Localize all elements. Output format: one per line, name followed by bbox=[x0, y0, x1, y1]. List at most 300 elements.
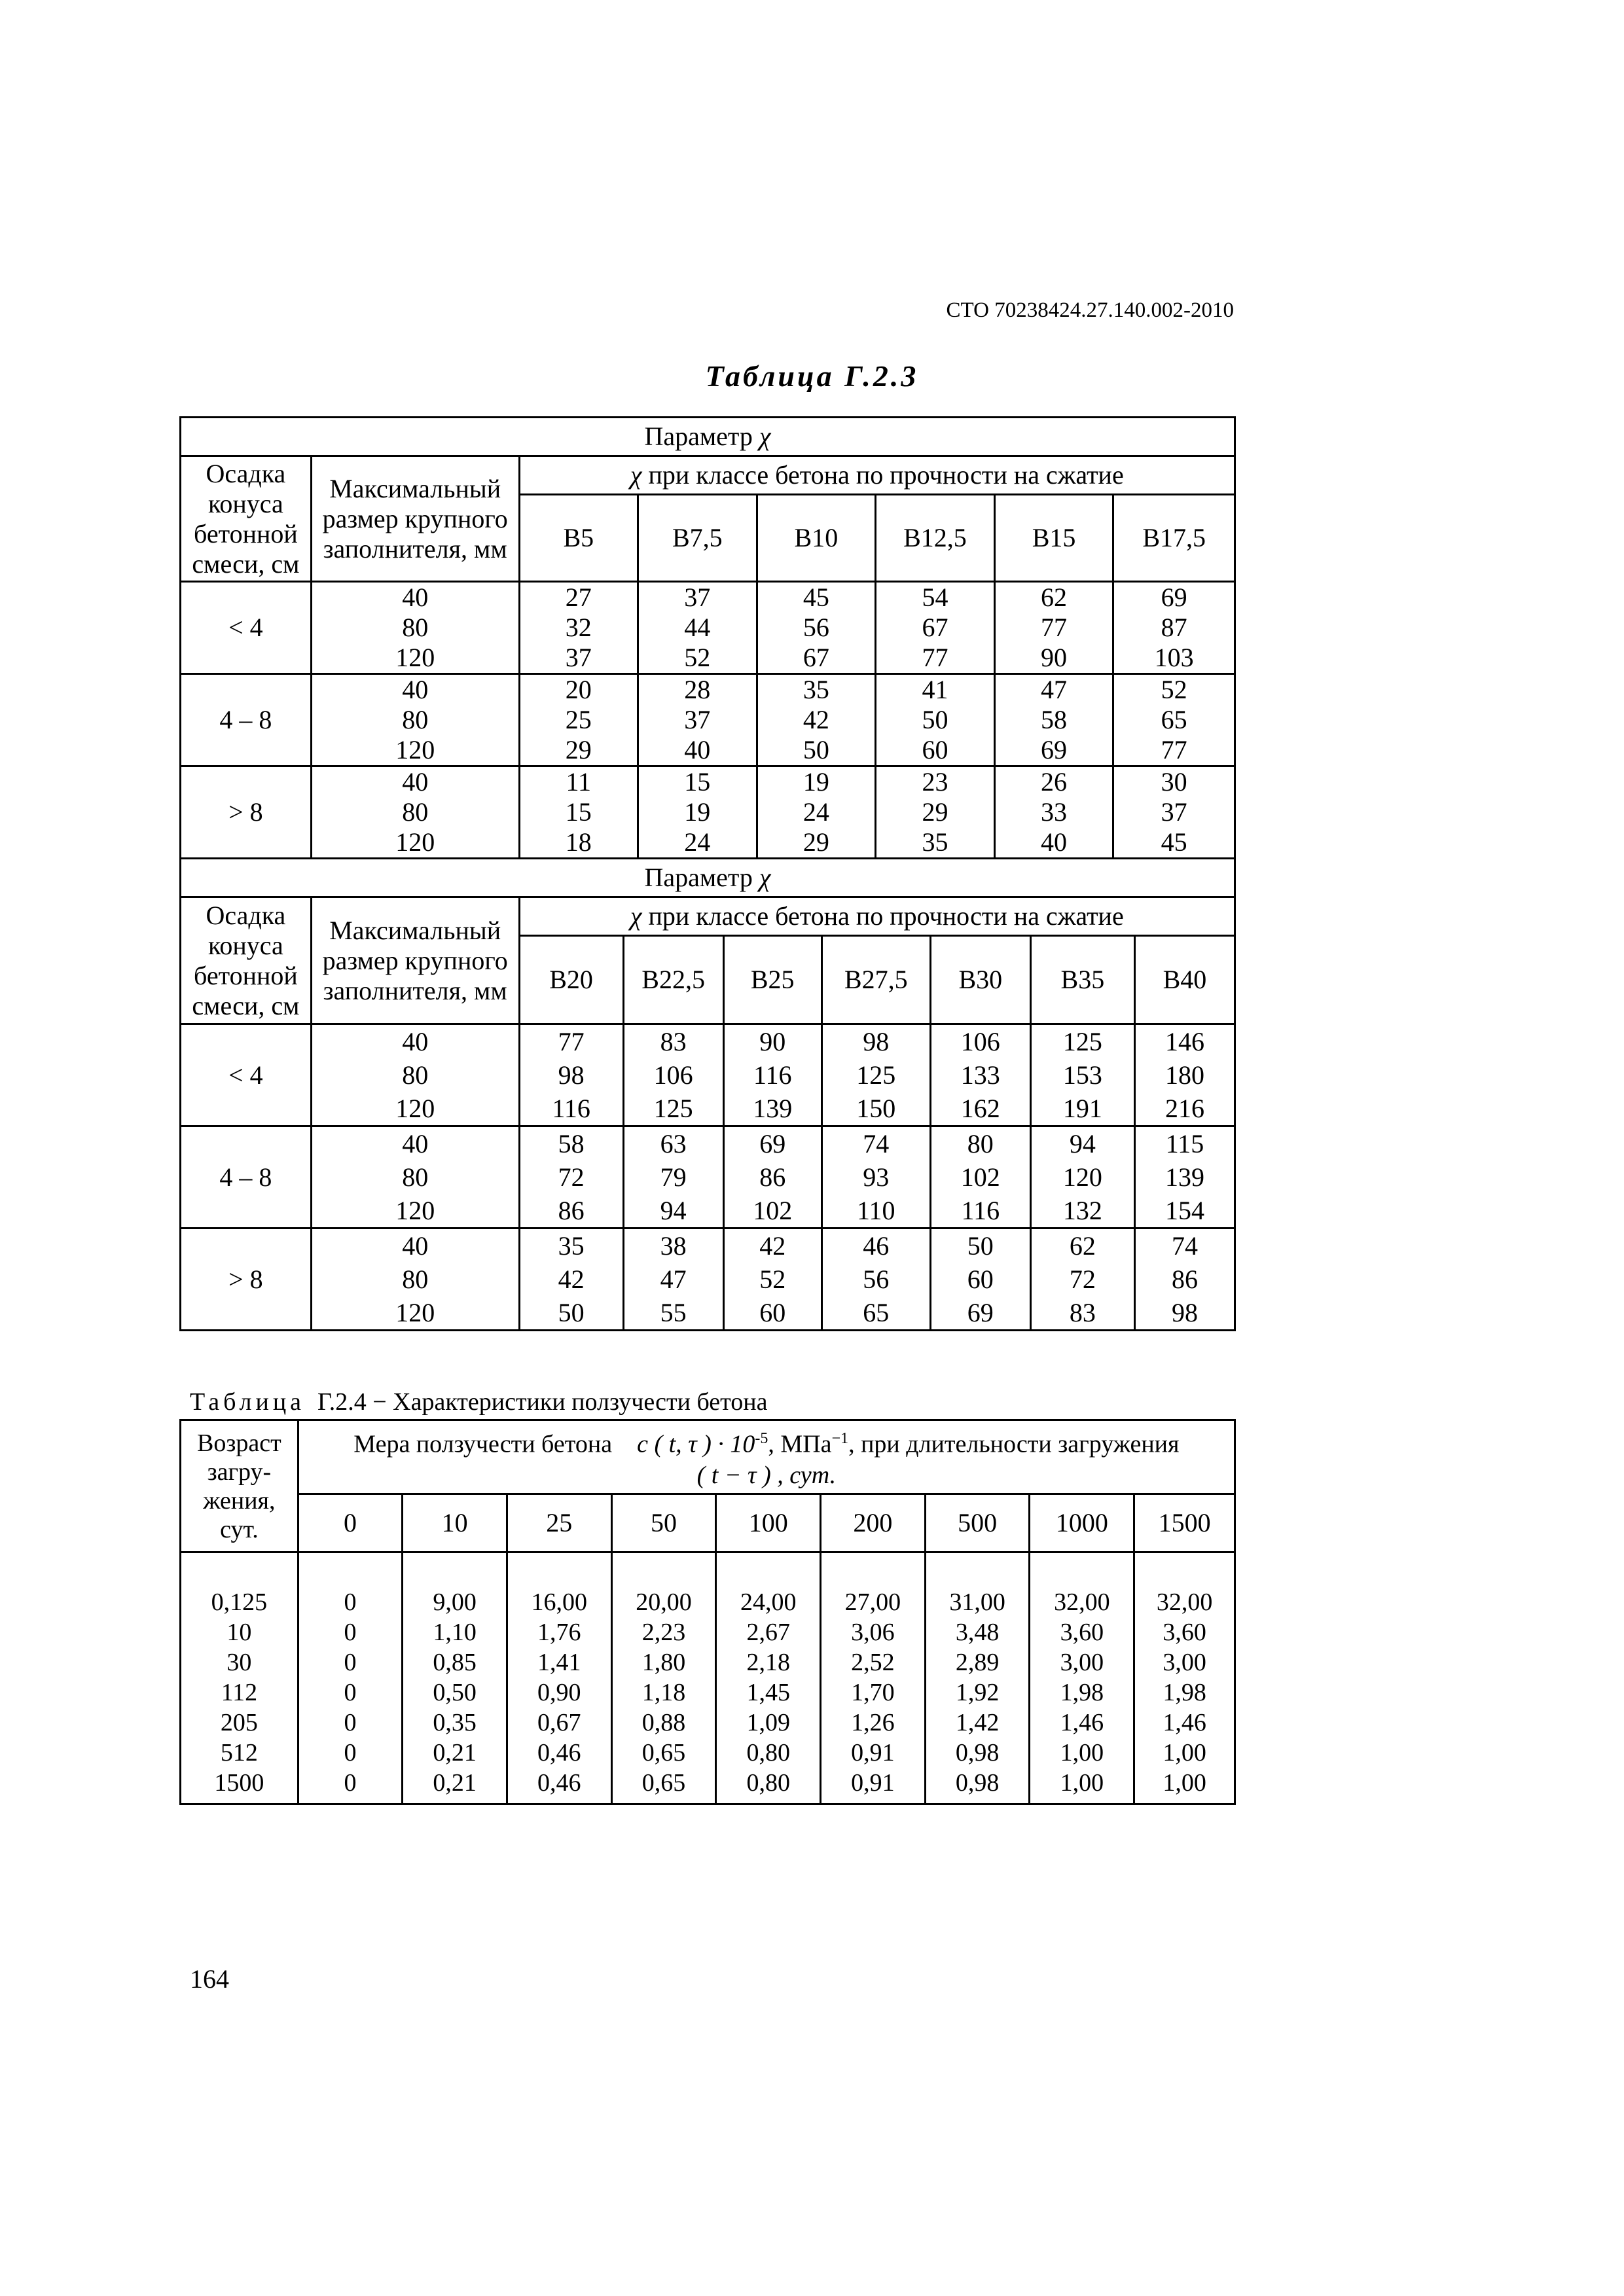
aggregate-value: 80 bbox=[402, 1162, 429, 1192]
age-value: 512 bbox=[220, 1739, 258, 1767]
aggregate-value: 40 bbox=[402, 767, 429, 797]
aggregate-value: 120 bbox=[395, 827, 435, 857]
creep-value: 3,60 bbox=[1163, 1619, 1206, 1646]
chi-value: 19 bbox=[684, 797, 711, 827]
creep-value: 31,00 bbox=[949, 1588, 1005, 1616]
chi-value: 37 bbox=[684, 705, 711, 734]
creep-value: 16,00 bbox=[531, 1588, 587, 1616]
aggregate-value: 120 bbox=[395, 1196, 435, 1225]
chi-values bbox=[994, 766, 1113, 859]
creep-value: 3,06 bbox=[851, 1619, 895, 1646]
chi-value: 56 bbox=[863, 1265, 890, 1294]
chi-value: 24 bbox=[803, 797, 829, 827]
class-span bbox=[519, 1229, 1235, 1331]
creep-value: 0 bbox=[344, 1649, 357, 1676]
creep-values bbox=[403, 1552, 507, 1804]
chi-value: 90 bbox=[759, 1027, 786, 1056]
chi-value: 69 bbox=[967, 1298, 994, 1327]
aggregate-value: 80 bbox=[402, 797, 429, 827]
inner-row bbox=[520, 1025, 1234, 1125]
measure-units: , МПа bbox=[768, 1430, 832, 1458]
aggregate-value: 120 bbox=[395, 1094, 435, 1123]
chi-value: 72 bbox=[558, 1162, 585, 1192]
creep-values bbox=[1030, 1552, 1134, 1804]
chi-value: 115 bbox=[1165, 1129, 1204, 1158]
units-exponent: −1 bbox=[831, 1429, 849, 1447]
chi-value: 80 bbox=[967, 1129, 994, 1158]
chi-value: 132 bbox=[1062, 1196, 1102, 1225]
document-code: СТО 70238424.27.140.002-2010 bbox=[946, 298, 1234, 322]
chi-values bbox=[757, 582, 876, 674]
chi-values bbox=[623, 1229, 723, 1329]
chi-value: 90 bbox=[1041, 643, 1068, 672]
aggregate-header: Максимальный размер крупного заполнителя, мм bbox=[311, 456, 519, 582]
aggregate-value: 40 bbox=[402, 1129, 429, 1158]
creep-value: 9,00 bbox=[433, 1588, 477, 1616]
class-cell: В40 bbox=[1134, 937, 1234, 1023]
group-row bbox=[181, 1126, 1235, 1229]
chi-value: 139 bbox=[1164, 1162, 1204, 1192]
chi-value: 41 bbox=[922, 675, 948, 704]
creep-value: 0,90 bbox=[537, 1679, 581, 1706]
class-cell: В7,5 bbox=[638, 495, 757, 582]
creep-value: 3,00 bbox=[1163, 1649, 1206, 1676]
header-row bbox=[181, 456, 1235, 495]
chi-value: 62 bbox=[1069, 1231, 1096, 1261]
chi-value: 58 bbox=[558, 1129, 585, 1158]
creep-value: 0,98 bbox=[955, 1769, 1000, 1797]
inner-grid bbox=[520, 1229, 1234, 1329]
group-row bbox=[181, 1024, 1235, 1126]
aggregate-values bbox=[311, 766, 519, 859]
age-value: 0,125 bbox=[211, 1588, 268, 1616]
chi-value: 27 bbox=[565, 583, 592, 612]
chi-value: 180 bbox=[1164, 1060, 1204, 1090]
class-cell: В35 bbox=[1030, 937, 1134, 1023]
chi-value: 102 bbox=[960, 1162, 1000, 1192]
chi-value: 50 bbox=[922, 705, 948, 734]
creep-value: 2,67 bbox=[746, 1619, 790, 1646]
chi-value: 29 bbox=[803, 827, 829, 857]
creep-values bbox=[821, 1552, 926, 1804]
creep-value: 0,21 bbox=[433, 1769, 477, 1797]
chi-value: 37 bbox=[565, 643, 592, 672]
chi-value: 37 bbox=[684, 583, 711, 612]
chi-values bbox=[723, 1229, 821, 1329]
chi-value: 62 bbox=[1041, 583, 1068, 612]
chi-value: 35 bbox=[558, 1231, 585, 1261]
group-row bbox=[181, 1229, 1235, 1331]
chi-value: 69 bbox=[1161, 583, 1187, 612]
chi-values bbox=[519, 674, 638, 766]
chi-value: 47 bbox=[660, 1265, 687, 1294]
chi-value: 94 bbox=[1069, 1129, 1096, 1158]
aggregate-header: Максимальный размер крупного заполнителя, мм bbox=[311, 897, 519, 1024]
duration-row bbox=[181, 1494, 1235, 1552]
chi-values bbox=[821, 1025, 930, 1125]
chi-value: 69 bbox=[759, 1129, 786, 1158]
chi-value: 67 bbox=[803, 643, 829, 672]
class-cell: В15 bbox=[994, 495, 1113, 582]
creep-value: 0 bbox=[344, 1679, 357, 1706]
chi-value: 162 bbox=[960, 1094, 1000, 1123]
creep-value: 0,98 bbox=[955, 1739, 1000, 1767]
class-cell: В10 bbox=[757, 495, 876, 582]
aggregate-value: 120 bbox=[395, 1298, 435, 1327]
chi-values bbox=[623, 1025, 723, 1125]
chi-values bbox=[821, 1127, 930, 1227]
creep-value: 2,23 bbox=[641, 1619, 686, 1646]
creep-value: 0 bbox=[344, 1588, 357, 1616]
chi-value: 33 bbox=[1041, 797, 1068, 827]
creep-table bbox=[179, 1419, 1236, 1805]
chi-values bbox=[930, 1229, 1030, 1329]
chi-value: 116 bbox=[552, 1094, 590, 1123]
chi-value: 72 bbox=[1069, 1265, 1096, 1294]
chi-value: 42 bbox=[558, 1265, 585, 1294]
chi-values bbox=[930, 1025, 1030, 1125]
aggregate-value: 80 bbox=[402, 613, 429, 642]
creep-value: 0,67 bbox=[537, 1709, 581, 1736]
creep-value: 1,10 bbox=[433, 1619, 477, 1646]
slump-header: Осадка конуса бетонной смеси, см bbox=[181, 456, 312, 582]
chi-value: 77 bbox=[922, 643, 948, 672]
chi-value: 65 bbox=[863, 1298, 890, 1327]
group-row bbox=[181, 674, 1235, 766]
creep-value: 0,91 bbox=[851, 1769, 895, 1797]
chi-value: 40 bbox=[684, 735, 711, 764]
age-value: 30 bbox=[226, 1649, 252, 1676]
chi-value: 30 bbox=[1161, 767, 1187, 797]
chi-values bbox=[623, 1127, 723, 1227]
chi-value: 116 bbox=[753, 1060, 792, 1090]
chi-value: 153 bbox=[1062, 1060, 1102, 1090]
chi-value: 146 bbox=[1164, 1027, 1204, 1056]
aggregate-values bbox=[311, 582, 519, 674]
chi-value: 47 bbox=[1041, 675, 1068, 704]
chi-values bbox=[994, 582, 1113, 674]
param-row bbox=[181, 859, 1235, 897]
chi-value: 94 bbox=[660, 1196, 687, 1225]
creep-value: 0 bbox=[344, 1739, 357, 1767]
chi-value: 50 bbox=[967, 1231, 994, 1261]
chi-value: 25 bbox=[565, 705, 592, 734]
aggregate-value: 40 bbox=[402, 583, 429, 612]
chi-value: 29 bbox=[922, 797, 948, 827]
aggregate-value: 80 bbox=[402, 705, 429, 734]
creep-value: 32,00 bbox=[1054, 1588, 1110, 1616]
class-span bbox=[519, 936, 1235, 1024]
creep-value: 1,98 bbox=[1060, 1679, 1104, 1706]
chi-value: 42 bbox=[759, 1231, 786, 1261]
aggregate-values bbox=[311, 1229, 519, 1331]
chi-value: 24 bbox=[684, 827, 711, 857]
chi-values bbox=[638, 766, 757, 859]
age-value: 10 bbox=[226, 1619, 252, 1646]
chi-value: 46 bbox=[863, 1231, 890, 1261]
age-header: Возраст загру-жения, сут. bbox=[181, 1420, 298, 1552]
chi-value: 40 bbox=[1041, 827, 1068, 857]
chi-values bbox=[520, 1127, 624, 1227]
creep-value: 1,00 bbox=[1060, 1739, 1104, 1767]
chi-value: 98 bbox=[558, 1060, 585, 1090]
chi-value: 52 bbox=[759, 1265, 786, 1294]
chi-values bbox=[876, 766, 995, 859]
chi-value: 79 bbox=[660, 1162, 687, 1192]
class-cell: В27,5 bbox=[821, 937, 930, 1023]
chi-value: 150 bbox=[856, 1094, 896, 1123]
chi-values bbox=[876, 674, 995, 766]
creep-values bbox=[1134, 1552, 1235, 1804]
creep-value: 0,50 bbox=[433, 1679, 477, 1706]
creep-value: 3,60 bbox=[1060, 1619, 1104, 1646]
age-value: 112 bbox=[221, 1679, 258, 1706]
chi-value: 106 bbox=[960, 1027, 1000, 1056]
chi-value: 125 bbox=[1062, 1027, 1102, 1056]
duration-cell: 200 bbox=[821, 1494, 926, 1552]
chi-value: 38 bbox=[660, 1231, 687, 1261]
chi-value: 19 bbox=[803, 767, 829, 797]
chi-value: 52 bbox=[1161, 675, 1187, 704]
chi-values bbox=[638, 582, 757, 674]
chi-value: 63 bbox=[660, 1129, 687, 1158]
aggregate-value: 120 bbox=[395, 643, 435, 672]
creep-values bbox=[925, 1552, 1030, 1804]
chi-value: 98 bbox=[863, 1027, 890, 1056]
chi-value: 93 bbox=[863, 1162, 890, 1192]
class-span bbox=[519, 1126, 1235, 1229]
creep-value: 0,80 bbox=[746, 1739, 790, 1767]
chi-values bbox=[821, 1229, 930, 1329]
chi-value: 74 bbox=[1171, 1231, 1198, 1261]
slump-value: > 8 bbox=[181, 1229, 312, 1331]
duration-cell: 1500 bbox=[1134, 1494, 1235, 1552]
slump-header: Осадка конуса бетонной смеси, см bbox=[181, 897, 312, 1024]
chi-values bbox=[1134, 1127, 1234, 1227]
chi-value: 87 bbox=[1161, 613, 1187, 642]
duration-cell: 100 bbox=[716, 1494, 821, 1552]
duration-cell: 1000 bbox=[1030, 1494, 1134, 1552]
class-header: χ при классе бетона по прочности на сжатие bbox=[519, 897, 1235, 936]
chi-values bbox=[757, 674, 876, 766]
chi-value: 86 bbox=[558, 1196, 585, 1225]
creep-value: 32,00 bbox=[1156, 1588, 1213, 1616]
chi-value: 58 bbox=[1041, 705, 1068, 734]
chi-value: 83 bbox=[660, 1027, 687, 1056]
chi-values bbox=[1030, 1127, 1134, 1227]
measure-formula: c ( t, τ ) · 10 bbox=[637, 1430, 755, 1458]
class-cell: В30 bbox=[930, 937, 1030, 1023]
chi-value: 35 bbox=[922, 827, 948, 857]
chi-value: 23 bbox=[922, 767, 948, 797]
parameter-chi-table bbox=[179, 416, 1236, 1331]
creep-value: 20,00 bbox=[636, 1588, 692, 1616]
chi-value: 56 bbox=[803, 613, 829, 642]
chi-value: 55 bbox=[660, 1298, 687, 1327]
creep-values bbox=[716, 1552, 821, 1804]
chi-values bbox=[519, 766, 638, 859]
measure-text-2: , при длительности загружения bbox=[848, 1430, 1180, 1458]
aggregate-value: 80 bbox=[402, 1265, 429, 1294]
chi-value: 65 bbox=[1161, 705, 1187, 734]
chi-value: 50 bbox=[558, 1298, 585, 1327]
group-row bbox=[181, 582, 1235, 674]
slump-value: > 8 bbox=[181, 766, 312, 859]
creep-value: 0,46 bbox=[537, 1769, 581, 1797]
inner-grid bbox=[520, 1025, 1234, 1125]
class-cell: В17,5 bbox=[1113, 495, 1235, 582]
chi-values bbox=[1030, 1229, 1134, 1329]
param-label: Параметр χ bbox=[181, 418, 1235, 456]
duration-cell: 25 bbox=[507, 1494, 611, 1552]
creep-value: 1,80 bbox=[641, 1649, 686, 1676]
chi-value: 37 bbox=[1161, 797, 1187, 827]
aggregate-value: 120 bbox=[395, 735, 435, 764]
chi-value: 45 bbox=[1161, 827, 1187, 857]
chi-value: 60 bbox=[759, 1298, 786, 1327]
creep-value: 3,00 bbox=[1060, 1649, 1104, 1676]
chi-values bbox=[876, 582, 995, 674]
creep-value: 0 bbox=[344, 1769, 357, 1797]
inner-row bbox=[520, 1229, 1234, 1329]
inner-grid bbox=[520, 1127, 1234, 1227]
class-cell: В5 bbox=[519, 495, 638, 582]
inner-row bbox=[520, 937, 1234, 1023]
group-row bbox=[181, 766, 1235, 859]
chi-values bbox=[1134, 1025, 1234, 1125]
chi-value: 15 bbox=[684, 767, 711, 797]
chi-values bbox=[723, 1025, 821, 1125]
creep-value: 1,00 bbox=[1060, 1769, 1104, 1797]
creep-value: 0 bbox=[344, 1619, 357, 1646]
slump-value: 4 – 8 bbox=[181, 1126, 312, 1229]
creep-value: 1,09 bbox=[746, 1709, 790, 1736]
duration-cell: 10 bbox=[403, 1494, 507, 1552]
duration-cell: 0 bbox=[298, 1494, 402, 1552]
creep-measure-header bbox=[298, 1420, 1235, 1494]
chi-value: 74 bbox=[863, 1129, 890, 1158]
duration-cell: 500 bbox=[925, 1494, 1030, 1552]
chi-value: 42 bbox=[803, 705, 829, 734]
chi-values bbox=[638, 674, 757, 766]
slump-value: < 4 bbox=[181, 582, 312, 674]
chi-value: 26 bbox=[1041, 767, 1068, 797]
chi-value: 35 bbox=[803, 675, 829, 704]
chi-value: 120 bbox=[1062, 1162, 1102, 1192]
creep-value: 1,92 bbox=[955, 1679, 1000, 1706]
param-row bbox=[181, 418, 1235, 456]
aggregate-values bbox=[311, 1126, 519, 1229]
creep-value: 1,46 bbox=[1163, 1709, 1206, 1736]
creep-value: 0,85 bbox=[433, 1649, 477, 1676]
chi-values bbox=[930, 1127, 1030, 1227]
duration-cell: 50 bbox=[611, 1494, 716, 1552]
measure-text: Мера ползучести бетона bbox=[353, 1430, 613, 1458]
slump-value: 4 – 8 bbox=[181, 674, 312, 766]
creep-value: 0,46 bbox=[537, 1739, 581, 1767]
chi-values bbox=[1113, 674, 1235, 766]
creep-value: 3,48 bbox=[955, 1619, 1000, 1646]
creep-value: 1,76 bbox=[537, 1619, 581, 1646]
chi-value: 77 bbox=[1041, 613, 1068, 642]
aggregate-value: 40 bbox=[402, 1027, 429, 1056]
age-values bbox=[181, 1552, 298, 1804]
creep-value: 1,18 bbox=[641, 1679, 686, 1706]
chi-value: 60 bbox=[967, 1265, 994, 1294]
chi-value: 216 bbox=[1164, 1094, 1204, 1123]
class-cell: В20 bbox=[520, 937, 624, 1023]
creep-value: 1,98 bbox=[1163, 1679, 1206, 1706]
creep-value: 0,65 bbox=[641, 1769, 686, 1797]
chi-value: 60 bbox=[922, 735, 948, 764]
chi-values bbox=[1134, 1229, 1234, 1329]
chi-value: 69 bbox=[1041, 735, 1068, 764]
creep-value: 1,41 bbox=[537, 1649, 581, 1676]
age-value: 205 bbox=[220, 1709, 258, 1736]
chi-value: 125 bbox=[653, 1094, 693, 1123]
chi-value: 28 bbox=[684, 675, 711, 704]
creep-value: 0,88 bbox=[641, 1709, 686, 1736]
chi-value: 154 bbox=[1164, 1196, 1204, 1225]
aggregate-value: 40 bbox=[402, 675, 429, 704]
class-span bbox=[519, 1024, 1235, 1126]
creep-values bbox=[507, 1552, 611, 1804]
creep-value: 0,91 bbox=[851, 1739, 895, 1767]
creep-values bbox=[611, 1552, 716, 1804]
param-label: Параметр χ bbox=[181, 859, 1235, 897]
chi-value: 125 bbox=[856, 1060, 896, 1090]
chi-value: 103 bbox=[1154, 643, 1194, 672]
creep-value: 0,21 bbox=[433, 1739, 477, 1767]
aggregate-values bbox=[311, 674, 519, 766]
creep-value: 1,00 bbox=[1163, 1739, 1206, 1767]
inner-row bbox=[520, 1127, 1234, 1227]
class-cell: В12,5 bbox=[876, 495, 995, 582]
creep-value: 1,45 bbox=[746, 1679, 790, 1706]
creep-value: 2,89 bbox=[955, 1649, 1000, 1676]
creep-value: 2,18 bbox=[746, 1649, 790, 1676]
creep-values bbox=[298, 1552, 402, 1804]
chi-value: 52 bbox=[684, 643, 711, 672]
chi-value: 86 bbox=[759, 1162, 786, 1192]
chi-value: 98 bbox=[1171, 1298, 1198, 1327]
creep-value: 1,00 bbox=[1163, 1769, 1206, 1797]
chi-value: 20 bbox=[565, 675, 592, 704]
chi-value: 133 bbox=[960, 1060, 1000, 1090]
chi-value: 11 bbox=[566, 767, 592, 797]
chi-values bbox=[723, 1127, 821, 1227]
chi-value: 45 bbox=[803, 583, 829, 612]
aggregate-value: 40 bbox=[402, 1231, 429, 1261]
table-caption: Таблица Г.2.4 − Характеристики ползучести бетона bbox=[190, 1388, 768, 1416]
creep-value: 2,52 bbox=[851, 1649, 895, 1676]
data-row bbox=[181, 1552, 1235, 1804]
age-value: 1500 bbox=[214, 1769, 264, 1797]
chi-value: 102 bbox=[753, 1196, 793, 1225]
chi-value: 106 bbox=[653, 1060, 693, 1090]
chi-values bbox=[520, 1025, 624, 1125]
chi-values bbox=[1113, 582, 1235, 674]
header-row bbox=[181, 1420, 1235, 1494]
chi-values bbox=[520, 1229, 624, 1329]
chi-values bbox=[1113, 766, 1235, 859]
creep-value: 1,42 bbox=[955, 1709, 1000, 1736]
chi-values bbox=[994, 674, 1113, 766]
creep-value: 0,80 bbox=[746, 1769, 790, 1797]
duration-label: ( t − τ ) , сут. bbox=[696, 1462, 837, 1490]
creep-value: 0,65 bbox=[641, 1739, 686, 1767]
page-number: 164 bbox=[190, 1964, 229, 1994]
